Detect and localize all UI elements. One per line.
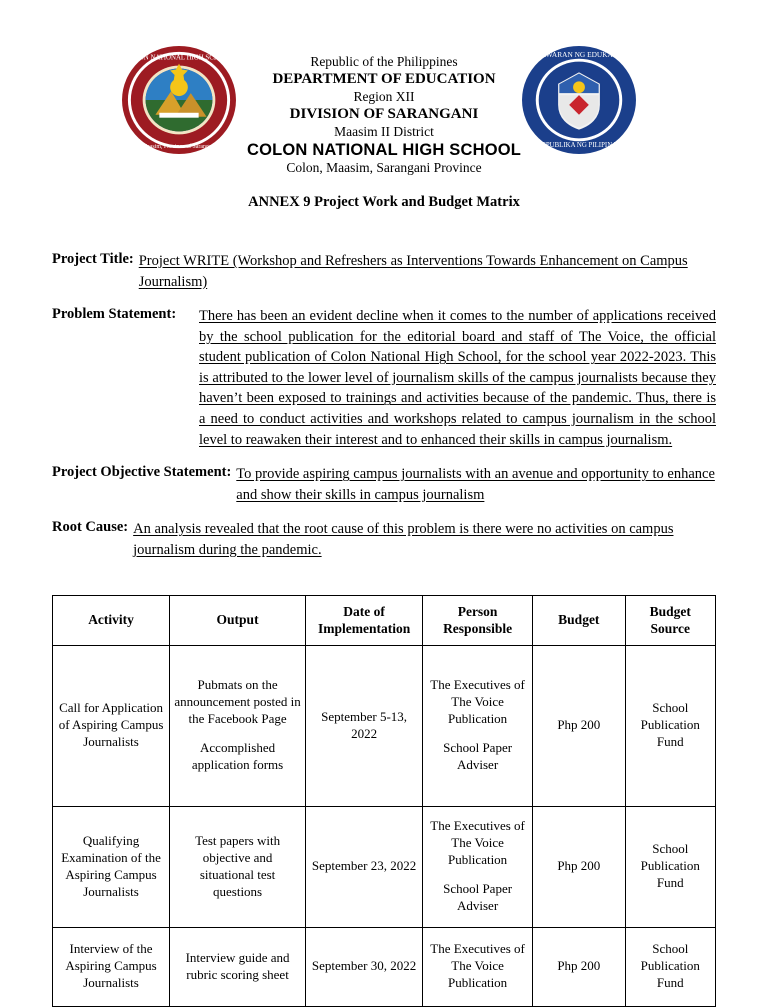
cell-output	[170, 645, 306, 806]
column-header-budget-source: Budget Source	[625, 595, 715, 645]
cell-output-line-1: Pubmats on the announcement posted in the Facebook Page	[174, 677, 301, 727]
letterhead-line-5: Maasim II District	[334, 123, 434, 139]
table-row	[53, 806, 716, 927]
letterhead-line-1: Republic of the Philippines	[310, 54, 458, 69]
colon-national-high-school-seal-icon	[120, 44, 238, 156]
root-cause-field	[52, 519, 716, 560]
cell-person-responsible	[423, 806, 533, 927]
project-objective-label: Project Objective Statement:	[52, 464, 232, 481]
cell-budget-source: School Publication Fund	[625, 806, 715, 927]
table-row	[53, 927, 716, 1006]
cell-budget: Php 200	[533, 645, 626, 806]
problem-statement-value: There has been an evident decline when it comes to the number of applications received by the school publication for the editorial board and staff of The Voice, the official student publication of Colon National High School, for the school year 2022-2023. This is attributed to the lower level of journalism skills of the campus journalists because they haven’t been exposed to trainings and activities because of the pandemic. Thus, there is a need to conduct activities and workshops related to campus journalism in the school level to reawaken their interest and to enhanced their skills in campus journalism.	[199, 308, 716, 448]
column-header-budget: Budget	[533, 595, 626, 645]
column-header-person-responsible: Person Responsible	[423, 595, 533, 645]
column-header-date: Date of Implementation	[306, 595, 423, 645]
table-row	[53, 645, 716, 806]
cell-person-responsible	[423, 645, 533, 806]
cell-date: September 23, 2022	[306, 806, 423, 927]
cell-output: Interview guide and rubric scoring sheet	[170, 927, 306, 1006]
page-title: ANNEX 9 Project Work and Budget Matrix	[248, 194, 520, 210]
cell-date: September 5-13, 2022	[306, 645, 423, 806]
cell-spacer	[174, 728, 301, 740]
cell-budget-source: School Publication Fund	[625, 927, 715, 1006]
cell-person-responsible: The Executives of The Voice Publication	[423, 927, 533, 1006]
root-cause-value: An analysis revealed that the root cause of this problem is there were no activities on campus journalism during the pandemic.	[133, 521, 674, 558]
cell-budget-source: School Publication Fund	[625, 645, 715, 806]
svg-text:KAGAWARAN NG EDUKASYON: KAGAWARAN NG EDUKASYON	[525, 49, 633, 59]
letterhead-line-2: DEPARTMENT OF EDUCATION	[272, 71, 496, 88]
svg-text:COLON NATIONAL HIGH SCHOOL: COLON NATIONAL HIGH SCHOOL	[125, 54, 233, 62]
cell-output-line-2: Accomplished application forms	[191, 740, 284, 772]
root-cause-label: Root Cause:	[52, 519, 129, 536]
letterhead-line-3: Region XII	[353, 88, 415, 104]
letterhead	[52, 38, 716, 176]
cell-person-line-1: The Executives of The Voice Publication	[430, 677, 525, 727]
letterhead-line-6: COLON NATIONAL HIGH SCHOOL	[246, 141, 522, 159]
project-title-value: Project WRITE (Workshop and Refreshers as Interventions Towards Enhancement on Campus Journalism)	[138, 253, 688, 290]
project-title-field	[52, 251, 716, 292]
table-header-row	[53, 595, 716, 645]
deped-seal-icon	[520, 44, 638, 156]
project-title-label: Project Title:	[52, 251, 134, 267]
cell-activity: Qualifying Examination of the Aspiring Campus Journalists	[53, 806, 170, 927]
problem-statement-label: Problem Statement:	[52, 306, 177, 323]
svg-text:REPUBLIKA NG PILIPINAS: REPUBLIKA NG PILIPINAS	[537, 142, 621, 150]
cell-person-line-2: School Paper Adviser	[443, 740, 513, 772]
problem-statement-field	[52, 306, 716, 450]
cell-date: September 30, 2022	[306, 927, 423, 1006]
cell-activity: Call for Application of Aspiring Campus Journalists	[53, 645, 170, 806]
cell-person-line-2: School Paper Adviser	[443, 881, 513, 913]
project-objective-value: To provide aspiring campus journalists with an avenue and opportunity to enhance and show their skills in campus journalism	[236, 466, 715, 503]
cell-person-line-1: The Executives of The Voice Publication	[430, 818, 525, 868]
cell-spacer	[427, 728, 528, 740]
column-header-activity: Activity	[53, 595, 170, 645]
project-work-budget-matrix-table	[52, 595, 716, 1007]
cell-output: Test papers with objective and situational test questions	[170, 806, 306, 927]
project-objective-field	[52, 464, 716, 505]
letterhead-line-4: DIVISION OF SARANGANI	[289, 106, 479, 123]
cell-spacer	[427, 869, 528, 881]
column-header-output: Output	[170, 595, 306, 645]
project-fields	[52, 251, 716, 561]
letterhead-line-7: Colon, Maasim, Sarangani Province	[286, 160, 482, 176]
cell-activity: Interview of the Aspiring Campus Journalists	[53, 927, 170, 1006]
svg-text:Maasim, Province of Sarangani: Maasim, Province of Sarangani	[141, 144, 217, 151]
cell-budget: Php 200	[533, 927, 626, 1006]
cell-budget: Php 200	[533, 806, 626, 927]
